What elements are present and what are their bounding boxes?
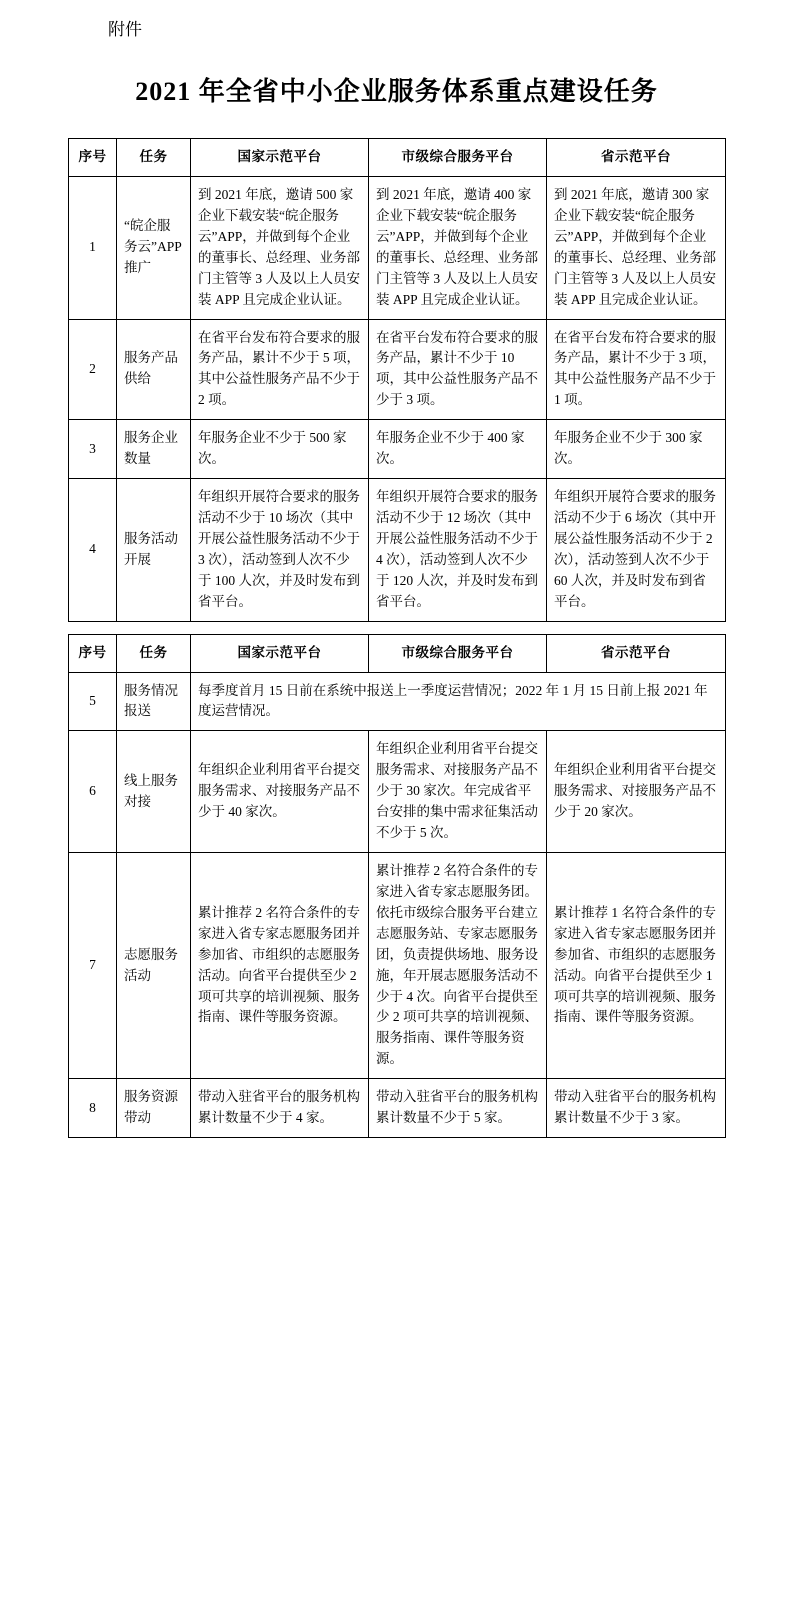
- row-no: 2: [69, 319, 117, 420]
- table-container: [0, 138, 793, 1138]
- row-task: 服务企业数量: [117, 420, 191, 479]
- table-row: [69, 177, 726, 320]
- row-national: 年组织企业利用省平台提交服务需求、对接服务产品不少于 40 家次。: [191, 731, 369, 853]
- table-row: [69, 731, 726, 853]
- row-no: 7: [69, 852, 117, 1078]
- header-cell-city: 市级综合服务平台: [369, 139, 547, 177]
- table-row: [69, 319, 726, 420]
- row-province: 带动入驻省平台的服务机构累计数量不少于 3 家。: [547, 1079, 726, 1138]
- table-row: [69, 852, 726, 1078]
- row-no: 1: [69, 177, 117, 320]
- row-task: “皖企服务云”APP 推广: [117, 177, 191, 320]
- row-national: 带动入驻省平台的服务机构累计数量不少于 4 家。: [191, 1079, 369, 1138]
- header-cell-task: 任务: [117, 139, 191, 177]
- row-province: 年组织企业利用省平台提交服务需求、对接服务产品不少于 20 家次。: [547, 731, 726, 853]
- row-no: 5: [69, 672, 117, 731]
- row-merged-content: 每季度首月 15 日前在系统中报送上一季度运营情况；2022 年 1 月 15 日前上报 2021 年度运营情况。: [191, 672, 726, 731]
- row-province: 年服务企业不少于 300 家次。: [547, 420, 726, 479]
- table-row: [69, 420, 726, 479]
- row-city: 年组织开展符合要求的服务活动不少于 12 场次（其中开展公益性服务活动不少于 4 次），活动签到人次不少于 120 人次，并及时发布到省平台。: [369, 479, 547, 622]
- row-city: 累计推荐 2 名符合条件的专家进入省专家志愿服务团。依托市级综合服务平台建立志愿服务站、专家志愿服务团，负责提供场地、服务设施，年开展志愿服务活动不少于 4 次。向省平台提供至少 2 项可共享的培训视频、服务指南、课件等服务资源。: [369, 852, 547, 1078]
- table-row: [69, 1079, 726, 1138]
- row-province: 在省平台发布符合要求的服务产品，累计不少于 3 项，其中公益性服务产品不少于 1 项。: [547, 319, 726, 420]
- table-header-row: [69, 634, 726, 672]
- row-city: 带动入驻省平台的服务机构累计数量不少于 5 家。: [369, 1079, 547, 1138]
- table-row: [69, 672, 726, 731]
- row-task: 服务活动开展: [117, 479, 191, 622]
- row-task: 服务情况报送: [117, 672, 191, 731]
- header-cell-no: 序号: [69, 634, 117, 672]
- row-task: 线上服务对接: [117, 731, 191, 853]
- row-city: 在省平台发布符合要求的服务产品，累计不少于 10 项，其中公益性服务产品不少于 3 项。: [369, 319, 547, 420]
- header-cell-province: 省示范平台: [547, 634, 726, 672]
- row-national: 累计推荐 2 名符合条件的专家进入省专家志愿服务团并参加省、市组织的志愿服务活动。向省平台提供至少 2 项可共享的培训视频、服务指南、课件等服务资源。: [191, 852, 369, 1078]
- row-province: 到 2021 年底，邀请 300 家企业下载安装“皖企服务云”APP，并做到每个企业的董事长、总经理、业务部门主管等 3 人及以上人员安装 APP 且完成企业认证。: [547, 177, 726, 320]
- row-task: 服务产品供给: [117, 319, 191, 420]
- row-national: 在省平台发布符合要求的服务产品，累计不少于 5 项，其中公益性服务产品不少于 2 项。: [191, 319, 369, 420]
- row-city: 年服务企业不少于 400 家次。: [369, 420, 547, 479]
- task-table-part1: [68, 138, 726, 622]
- row-task: 服务资源带动: [117, 1079, 191, 1138]
- table-header-row: [69, 139, 726, 177]
- row-city: 到 2021 年底，邀请 400 家企业下载安装“皖企服务云”APP，并做到每个企业的董事长、总经理、业务部门主管等 3 人及以上人员安装 APP 且完成企业认证。: [369, 177, 547, 320]
- header-cell-national: 国家示范平台: [191, 139, 369, 177]
- row-national: 年服务企业不少于 500 家次。: [191, 420, 369, 479]
- header-cell-no: 序号: [69, 139, 117, 177]
- row-no: 8: [69, 1079, 117, 1138]
- row-city: 年组织企业利用省平台提交服务需求、对接服务产品不少于 30 家次。年完成省平台安排的集中需求征集活动不少于 5 次。: [369, 731, 547, 853]
- header-cell-city: 市级综合服务平台: [369, 634, 547, 672]
- table-row: [69, 479, 726, 622]
- row-province: 累计推荐 1 名符合条件的专家进入省专家志愿服务团并参加省、市组织的志愿服务活动。向省平台提供至少 1 项可共享的培训视频、服务指南、课件等服务资源。: [547, 852, 726, 1078]
- header-cell-national: 国家示范平台: [191, 634, 369, 672]
- row-no: 4: [69, 479, 117, 622]
- row-province: 年组织开展符合要求的服务活动不少于 6 场次（其中开展公益性服务活动不少于 2 次），活动签到人次不少于 60 人次，并及时发布到省平台。: [547, 479, 726, 622]
- row-no: 6: [69, 731, 117, 853]
- row-national: 到 2021 年底，邀请 500 家企业下载安装“皖企服务云”APP，并做到每个企业的董事长、总经理、业务部门主管等 3 人及以上人员安装 APP 且完成企业认证。: [191, 177, 369, 320]
- row-national: 年组织开展符合要求的服务活动不少于 10 场次（其中开展公益性服务活动不少于 3 次），活动签到人次不少于 100 人次，并及时发布到省平台。: [191, 479, 369, 622]
- task-table-part2: [68, 634, 726, 1138]
- row-no: 3: [69, 420, 117, 479]
- attachment-label: 附件: [108, 20, 142, 39]
- page-title: 2021 年全省中小企业服务体系重点建设任务: [135, 76, 658, 106]
- header-cell-province: 省示范平台: [547, 139, 726, 177]
- header-cell-task: 任务: [117, 634, 191, 672]
- row-task: 志愿服务活动: [117, 852, 191, 1078]
- table-gap: [68, 622, 725, 634]
